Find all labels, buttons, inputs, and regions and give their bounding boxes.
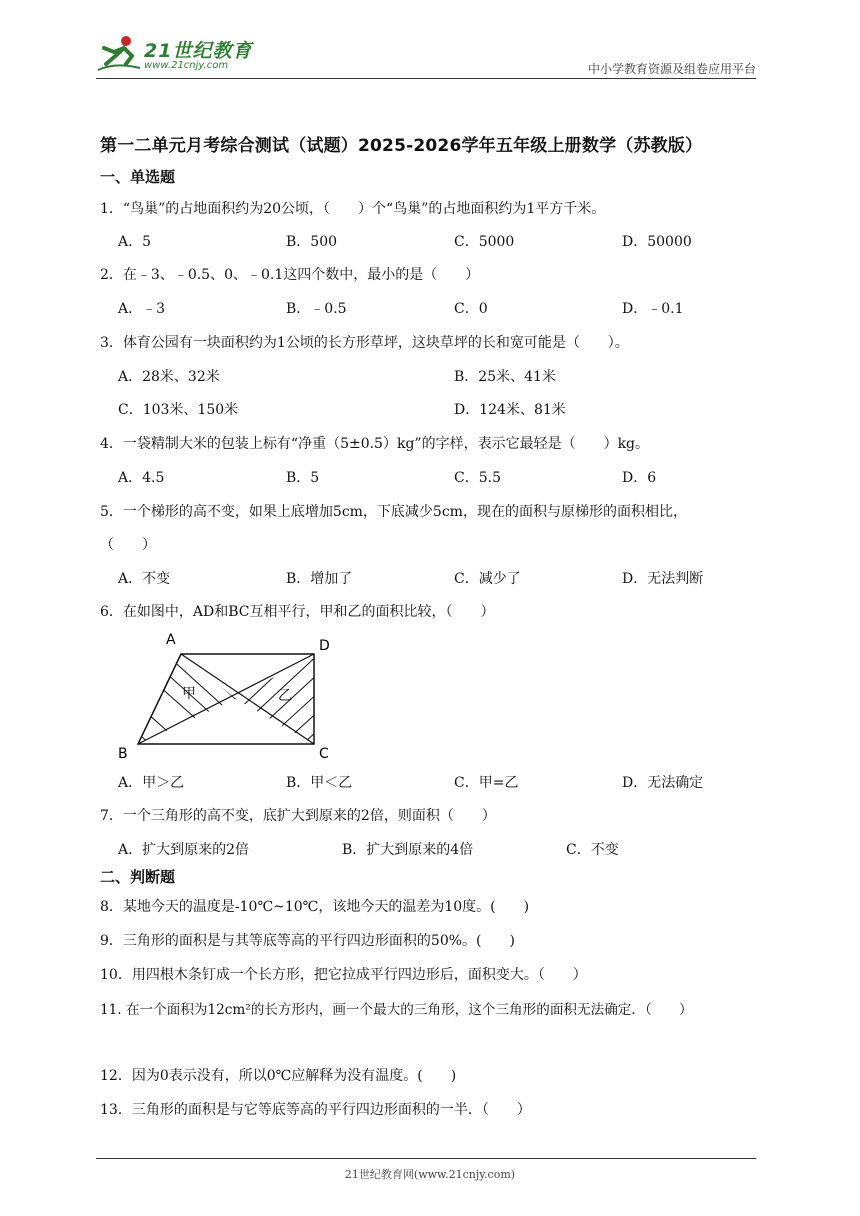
option-4c: C．5.5 <box>454 470 501 486</box>
footer-divider <box>96 1158 756 1159</box>
region-yi: 乙 <box>278 688 292 704</box>
question-6: 6．在如图中，AD和BC互相平行，甲和乙的面积比较，（ ） <box>100 604 495 620</box>
option-6d: D．无法确定 <box>622 775 704 791</box>
option-7b: B．扩大到原来的4倍 <box>342 842 474 858</box>
option-2a: A．﹣3 <box>118 301 166 317</box>
option-5a: A．不变 <box>118 571 171 587</box>
question-8: 8．某地今天的温度是-10℃~10℃，该地今天的温差为10度。( ) <box>100 899 530 915</box>
option-1a: A．5 <box>118 234 152 250</box>
trapezoid-figure <box>116 628 346 762</box>
header-divider <box>96 78 756 79</box>
question-3: 3．体育公园有一块面积约为1公顷的长方形草坪，这块草坪的长和宽可能是（ ）。 <box>100 335 629 351</box>
option-4b: B．5 <box>286 470 320 486</box>
region-jia: 甲 <box>182 686 196 702</box>
question-5-blank: （ ） <box>100 537 156 553</box>
label-a: A <box>166 632 176 648</box>
option-3c: C．103米、150米 <box>118 402 239 418</box>
question-1: 1．“鸟巢”的占地面积约为20公顷，（ ）个“鸟巢”的占地面积约为1平方千米。 <box>100 201 606 217</box>
question-11: 11. 在一个面积为12cm²的长方形内，画一个最大的三角形，这个三角形的面积无法确定．（ ） <box>100 1002 693 1018</box>
question-5: 5．一个梯形的高不变，如果上底增加5cm，下底减少5cm，现在的面积与原梯形的面积相比， <box>100 504 687 520</box>
footer-link[interactable]: 21世纪教育网(www.21cnjy.com) <box>344 1168 516 1181</box>
section-judgement: 二、判断题 <box>100 868 176 886</box>
option-6c: C．甲=乙 <box>454 775 519 791</box>
option-3a: A．28米、32米 <box>118 369 220 385</box>
question-7: 7．一个三角形的高不变，底扩大到原来的2倍，则面积（ ） <box>100 808 496 824</box>
option-6b: B．甲＜乙 <box>286 775 353 791</box>
option-1d: D．50000 <box>622 234 692 250</box>
option-2c: C．0 <box>454 301 488 317</box>
platform-label: 中小学教育资源及组卷应用平台 <box>587 62 756 76</box>
question-2: 2．在﹣3、﹣0.5、0、﹣0.1这四个数中，最小的是（ ） <box>100 267 480 283</box>
question-9: 9．三角形的面积是与其等底等高的平行四边形面积的50%。( ) <box>100 933 515 949</box>
runner-logo-icon <box>96 34 142 74</box>
option-2d: D．﹣0.1 <box>622 301 684 317</box>
option-7a: A．扩大到原来的2倍 <box>118 842 250 858</box>
option-6a: A．甲＞乙 <box>118 775 185 791</box>
question-4: 4．一袋精制大米的包装上标有“净重（5±0.5）kg”的字样，表示它最轻是（ ）kg。 <box>100 436 650 452</box>
section-single-choice: 一、单选题 <box>100 168 176 186</box>
page-title: 第一二单元月考综合测试（试题）2025-2026学年五年级上册数学（苏教版） <box>100 136 703 156</box>
logo-url: www.21cnjy.com <box>144 60 229 71</box>
logo-text: 21世纪教育 <box>144 40 253 62</box>
option-1c: C．5000 <box>454 234 515 250</box>
option-5d: D．无法判断 <box>622 571 704 587</box>
question-12: 12．因为0表示没有，所以0℃应解释为没有温度。( ) <box>100 1068 457 1084</box>
option-3d: D．124米、81米 <box>454 402 566 418</box>
question-10: 10．用四根木条钉成一个长方形，把它拉成平行四边形后，面积变大。（ ） <box>100 967 587 983</box>
option-5b: B．增加了 <box>286 571 353 587</box>
question-13: 13．三角形的面积是与它等底等高的平行四边形面积的一半．（ ） <box>100 1102 531 1118</box>
option-5c: C．减少了 <box>454 571 521 587</box>
option-3b: B．25米、41米 <box>454 369 556 385</box>
option-2b: B．﹣0.5 <box>286 301 347 317</box>
option-4d: D．6 <box>622 470 657 486</box>
label-c: C <box>319 746 329 762</box>
page-header <box>96 30 756 78</box>
label-d: D <box>319 638 330 654</box>
option-7c: C．不变 <box>566 842 619 858</box>
logo <box>96 34 256 74</box>
option-4a: A．4.5 <box>118 470 165 486</box>
option-1b: B．500 <box>286 234 338 250</box>
label-b: B <box>118 746 128 762</box>
